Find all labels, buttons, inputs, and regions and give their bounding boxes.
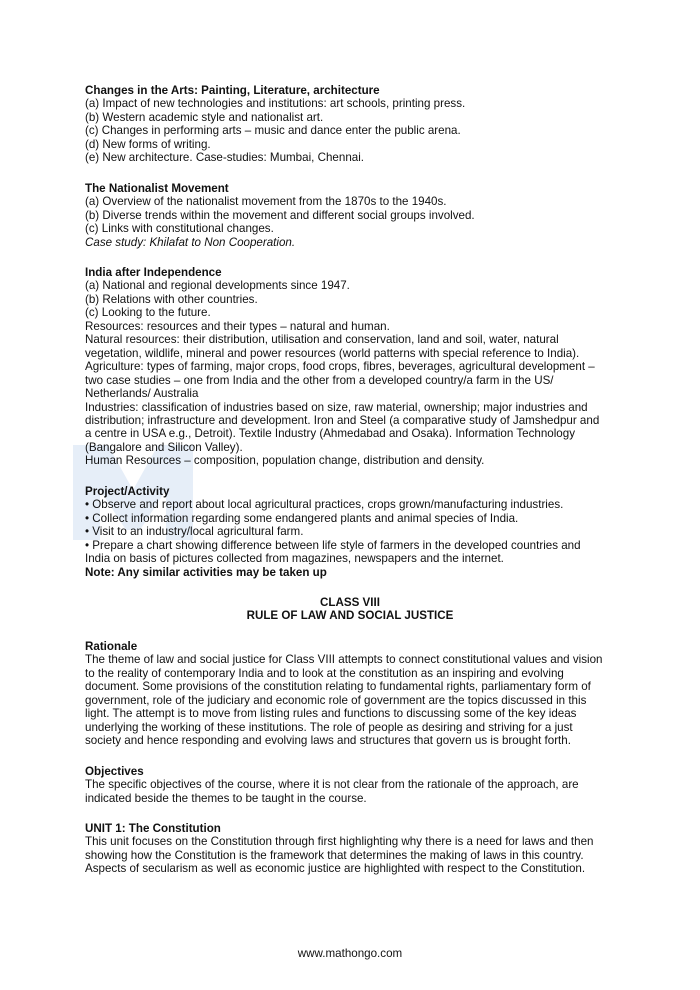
text-line: • Observe and report about local agricultural practices, crops grown/manufacturing industries. [85, 498, 564, 512]
section-unit-1 [85, 822, 645, 876]
class-title [0, 596, 700, 623]
text-line: (b) Western academic style and nationalist art. [85, 110, 324, 124]
text-line: Resources: resources and their types – natural and human. [85, 319, 390, 333]
text-line: This unit focuses on the Constitution through first highlighting why there is a need for laws and then [85, 835, 594, 849]
text-line: Natural resources: their distribution, utilisation and conservation, land and soil, water, natural [85, 333, 559, 347]
section-heading: India after Independence [85, 266, 222, 279]
note-line: Note: Any similar activities may be taken up [85, 565, 327, 579]
section-rationale [85, 640, 645, 748]
text-line: a centre in USA e.g., Detroit). Textile Industry (Ahmedabad and Osaka). Information Technology [85, 427, 575, 441]
class-title-line2: RULE OF LAW AND SOCIAL JUSTICE [246, 609, 454, 623]
case-study-line: Case study: Khilafat to Non Cooperation. [85, 235, 296, 249]
section-heading: Rationale [85, 640, 138, 653]
section-objectives [85, 765, 645, 805]
text-line: Industries: classification of industries based on size, raw material, ownership; major industries and [85, 400, 588, 414]
text-line: India on basis of pictures collected from magazines, newspapers and the internet. [85, 552, 504, 566]
text-line: society and hence responding and evolving laws and structures that govern us is brought forth. [85, 734, 571, 748]
section-heading: UNIT 1: The Constitution [85, 822, 221, 835]
text-line: underlying the working of these institutions. The role of people as desiring and striving for a just [85, 720, 573, 734]
section-project-activity [85, 485, 645, 579]
footer-url: www.mathongo.com [297, 947, 403, 960]
text-line: (e) New architecture. Case-studies: Mumbai, Chennai. [85, 151, 365, 165]
text-line: two case studies – one from India and the other from a developed country/a farm in the US/ [85, 373, 554, 387]
section-heading: Project/Activity [85, 485, 170, 498]
text-line: Human Resources – composition, population change, distribution and density. [85, 454, 485, 468]
text-line: (b) Relations with other countries. [85, 292, 258, 306]
text-line: (c) Changes in performing arts – music and dance enter the public arena. [85, 124, 461, 138]
text-line: (c) Links with constitutional changes. [85, 222, 274, 236]
class-title-line1: CLASS VIII [320, 596, 380, 609]
text-line: showing how the Constitution is the framework that determines the making of laws in this country. [85, 848, 584, 862]
text-line: (c) Looking to the future. [85, 306, 211, 320]
text-line: light. The attempt is to move from listing rules and functions to discussing some of the key ideas [85, 707, 577, 721]
section-heading: Objectives [85, 765, 144, 778]
text-line: (b) Diverse trends within the movement and different social groups involved. [85, 208, 475, 222]
text-line: distribution; infrastructure and development. Iron and Steel (a comparative study of Jamshedpur and [85, 413, 600, 427]
text-line: • Prepare a chart showing difference between life style of farmers in the developed countries and [85, 538, 581, 552]
text-line: The specific objectives of the course, where it is not clear from the rationale of the approach, are [85, 778, 579, 792]
text-line: The theme of law and social justice for Class VIII attempts to connect constitutional values and vision [85, 653, 603, 667]
text-line: government, role of the judiciary and economic role of government are the topics discussed in this [85, 693, 587, 707]
text-line: Netherlands/ Australia [85, 387, 199, 401]
section-heading: The Nationalist Movement [85, 182, 229, 195]
text-line: Aspects of secularism as well as economic justice are highlighted with respect to the Constitution. [85, 862, 586, 876]
text-line: (a) National and regional developments since 1947. [85, 279, 350, 293]
section-india-after-independence [85, 266, 645, 468]
text-line: (d) New forms of writing. [85, 137, 211, 151]
section-heading: Changes in the Arts: Painting, Literature, architecture [85, 84, 380, 97]
text-line: (a) Overview of the nationalist movement from the 1870s to the 1940s. [85, 195, 447, 209]
text-line: to the reality of contemporary India and to look at the constitution as an inspiring and evolving [85, 666, 564, 680]
text-line: • Visit to an industry/local agricultural farm. [85, 525, 304, 539]
text-line: (a) Impact of new technologies and institutions: art schools, printing press. [85, 97, 466, 111]
text-line: • Collect information regarding some endangered plants and animal species of India. [85, 511, 519, 525]
text-line: document. Some provisions of the constitution relating to fundamental rights, parliamentary form of [85, 680, 591, 694]
text-line: indicated beside the themes to be taught in the course. [85, 791, 367, 805]
text-line: vegetation, wildlife, mineral and power resources (world patterns with special reference to India). [85, 346, 580, 360]
text-line: Agriculture: types of farming, major crops, food crops, fibres, beverages, agricultural development – [85, 360, 595, 374]
section-changes-in-arts [85, 84, 645, 165]
text-line: (Bangalore and Silicon Valley). [85, 440, 243, 454]
section-nationalist-movement [85, 182, 645, 249]
